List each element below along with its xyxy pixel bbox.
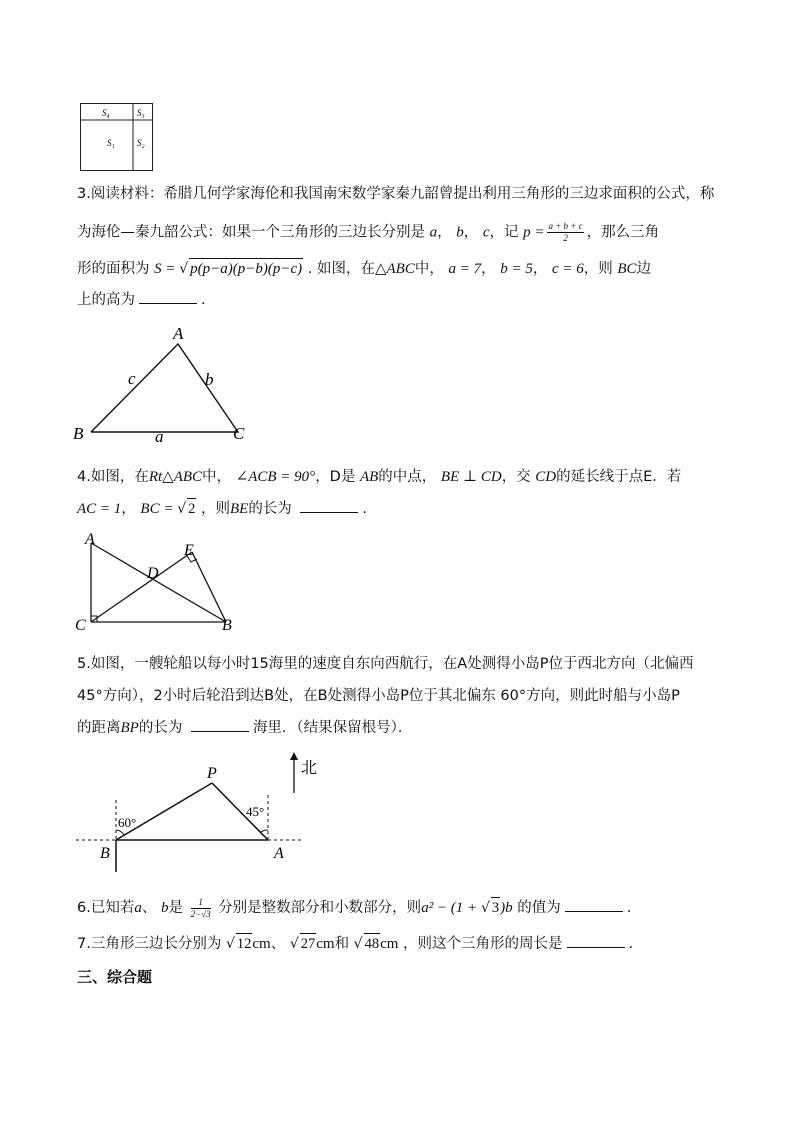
point-d: D <box>147 565 159 582</box>
side-b: b <box>205 370 214 389</box>
side-a: a <box>155 427 164 446</box>
vertex-c: C <box>233 424 245 443</box>
triangle-abc-figure <box>70 322 260 447</box>
angle-60: 60° <box>118 815 137 830</box>
q4-line1: 4.如图，在Rt△ABC中， ∠ACB = 90°，D是 AB的中点， BE ⊥ CD，交 CD的延长线于点E．若 <box>77 469 682 485</box>
answer-blank-q4[interactable] <box>300 499 358 513</box>
q3-line4: 上的高为 . <box>77 292 206 308</box>
q4-line2: AC = 1， BC = √ 2 ，则BE的长为 . <box>77 498 367 519</box>
vertex-c: C <box>75 617 86 634</box>
north-label: 北 <box>301 760 318 777</box>
side-c: c <box>128 369 136 388</box>
q6-line1: 6.已知若a、 b是 $\frac{1}{2-√3}$ 分别是整数部分和小数部分，则a² − (1 + √ 3)b 的值为 . <box>77 896 632 919</box>
point-b: B <box>100 845 110 862</box>
area-table-figure <box>80 103 155 173</box>
answer-blank-q5[interactable] <box>191 718 249 732</box>
q5-line3: 的距离BP的长为 海里．（结果保留根号）． <box>77 720 413 736</box>
q5-line1: 5.如图，一艘轮船以每小时15海里的速度自东向西航行，在A处测得小岛P位于西北方向（北偏西 <box>77 656 694 672</box>
q3-line1: 3.阅读材料：希腊几何学家海伦和我国南宋数学家秦九韶曾提出利用三角形的三边求面积的公式，称 <box>77 186 715 202</box>
q3-line2: 为海伦—秦九韶公式：如果一个三角形的三边长分别是 a， b， c，记 p = $\frac{a + b + c}{2}$ ，那么三角 <box>77 221 660 243</box>
answer-blank-q6[interactable] <box>565 898 623 912</box>
north-arrow-icon <box>290 752 298 760</box>
vertex-a: A <box>173 324 184 343</box>
point-a: A <box>274 845 284 862</box>
label-s2: S₂ <box>137 138 145 148</box>
vertex-b: B <box>73 424 84 443</box>
point-p: P <box>207 765 217 782</box>
vertex-a: A <box>85 531 95 548</box>
q6-fraction: $\frac{1}{2-√3}$ <box>190 896 211 919</box>
section-heading: 三、综合题 <box>77 968 153 986</box>
q5-line2: 45°方向），2小时后轮沿到达B处，在B处测得小岛P位于其北偏东 60°方向，则此时船与小岛P <box>77 688 680 704</box>
p-fraction: $\frac{a + b + c}{2}$ <box>548 221 583 243</box>
q3-line3: 形的面积为 S = √ p(p−a)(p−b)(p−c) . 如图，在△ABC中， a = 7， b = 5， c = 6，则 BC边 <box>77 258 651 279</box>
label-s3: S₃ <box>137 108 145 118</box>
right-triangle-figure <box>72 530 242 635</box>
heron-radicand: p(p−a)(p−b)(p−c) <box>189 258 303 279</box>
angle-45: 45° <box>246 804 265 819</box>
label-s1: S₁ <box>107 138 115 148</box>
label-s4: S₄ <box>102 108 110 118</box>
vertex-b: B <box>222 617 232 634</box>
point-e: E <box>184 542 194 559</box>
q7-line1: 7.三角形三边长分别为 √ 12cm、 √ 27cm和 √ 48cm ，则这个三角形的周长是 . <box>77 933 633 954</box>
answer-blank-q7[interactable] <box>567 934 625 948</box>
navigation-figure <box>72 750 327 880</box>
answer-blank-q3[interactable] <box>139 290 197 304</box>
